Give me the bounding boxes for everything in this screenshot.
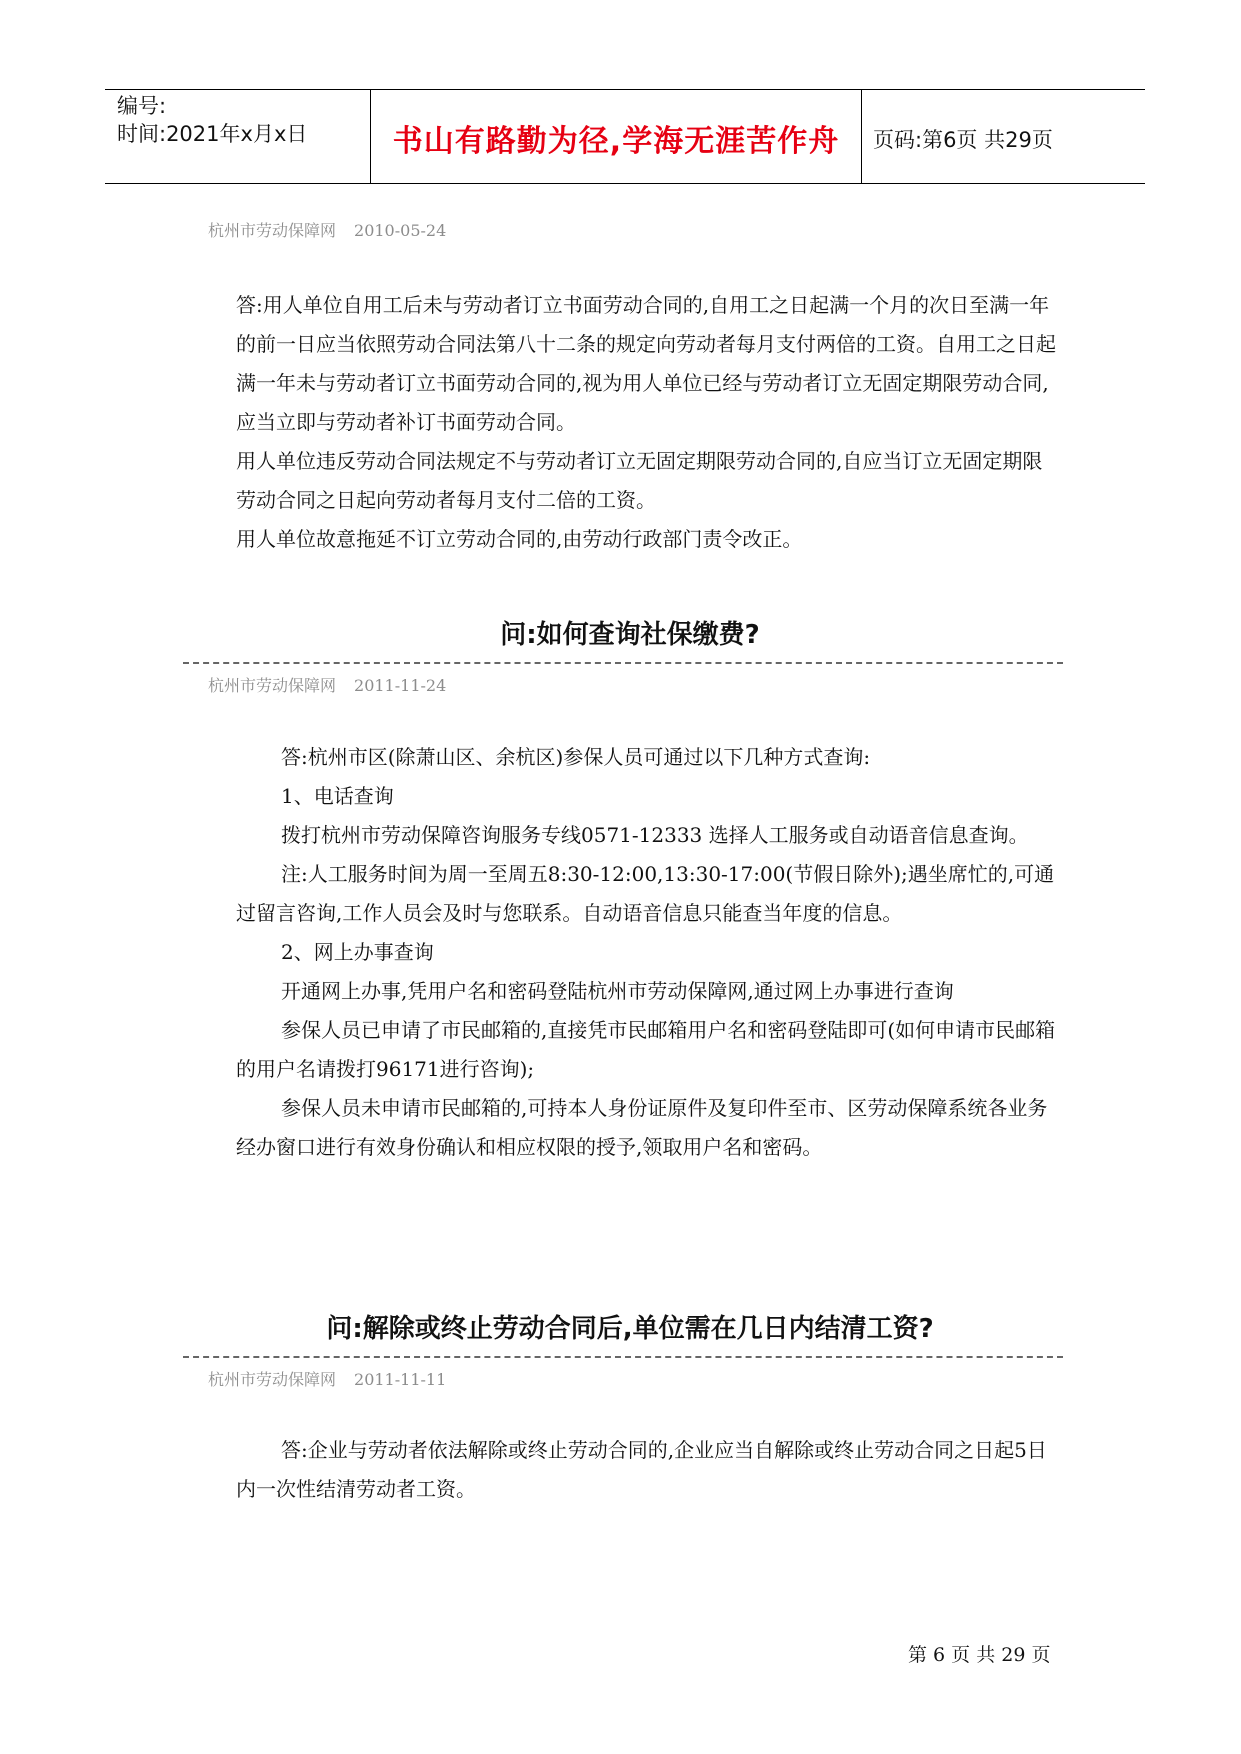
article-source: 杭州市劳动保障网 [208, 1370, 337, 1389]
article-source-line [208, 218, 446, 241]
answer-paragraph: 答:杭州市区(除萧山区、余杭区)参保人员可通过以下几种方式查询: [281, 745, 871, 769]
answer-paragraph: 1、电话查询 [281, 784, 394, 808]
answer-paragraph: 答:企业与劳动者依法解除或终止劳动合同的,企业应当自解除或终止劳动合同之日起5日内一次性结清劳动者工资。 [236, 1438, 1047, 1501]
answer-paragraph: 开通网上办事,凭用户名和密码登陆杭州市劳动保障网,通过网上办事进行查询 [281, 979, 954, 1003]
answer-paragraph: 2、网上办事查询 [281, 940, 434, 964]
header-meta [117, 92, 307, 148]
article-source-line [208, 1367, 446, 1390]
article-source: 杭州市劳动保障网 [208, 221, 337, 240]
article-date: 2011-11-24 [354, 676, 447, 695]
answer-block [236, 738, 1060, 1167]
header-top-rule [105, 89, 1145, 90]
answer-block [236, 1431, 1060, 1509]
header-page-number: 页码:第6页 共29页 [873, 128, 1053, 152]
question-title: 问:解除或终止劳动合同后,单位需在几日内结清工资? [326, 1314, 934, 1344]
answer-paragraph: 用人单位违反劳动合同法规定不与劳动者订立无固定期限劳动合同的,自应当订立无固定期限劳动合同之日起向劳动者每月支付二倍的工资。 [236, 449, 1043, 512]
footer-page-number: 第 6 页 共 29 页 [908, 1644, 1051, 1666]
answer-paragraph: 注:人工服务时间为周一至周五8:30-12:00,13:30-17:00(节假日除外);遇坐席忙的,可通过留言咨询,工作人员会及时与您联系。自动语音信息只能查当年度的信息。 [236, 862, 1055, 925]
article-source-line [208, 673, 446, 696]
dashed-divider [183, 1356, 1063, 1358]
answer-paragraph: 参保人员已申请了市民邮箱的,直接凭市民邮箱用户名和密码登陆即可(如何申请市民邮箱的用户名请拨打96171进行咨询); [236, 1018, 1056, 1081]
doc-time-label: 时间:2021年x月x日 [117, 122, 308, 146]
article-source: 杭州市劳动保障网 [208, 676, 337, 695]
header-divider-left [370, 90, 371, 184]
answer-paragraph: 用人单位故意拖延不订立劳动合同的,由劳动行政部门责令改正。 [236, 527, 803, 551]
answer-paragraph: 参保人员未申请市民邮箱的,可持本人身份证原件及复印件至市、区劳动保障系统各业务经办窗口进行有效身份确认和相应权限的授予,领取用户名和密码。 [236, 1096, 1048, 1159]
article-date: 2011-11-11 [354, 1370, 447, 1389]
question-title: 问:如何查询社保缴费? [500, 620, 760, 650]
dashed-divider [183, 662, 1063, 664]
doc-number-label: 编号: [117, 94, 167, 118]
answer-paragraph: 拨打杭州市劳动保障咨询服务专线0571-12333 选择人工服务或自动语音信息查询。 [281, 823, 1029, 847]
header-bottom-rule [105, 183, 1145, 184]
header-divider-right [861, 90, 862, 184]
answer-block [236, 286, 1060, 559]
answer-paragraph: 答:用人单位自用工后未与劳动者订立书面劳动合同的,自用工之日起满一个月的次日至满一年的前一日应当依照劳动合同法第八十二条的规定向劳动者每月支付两倍的工资。自用工之日起满一年未与劳动者订立书面劳动合同的,视为用人单位已经与劳动者订立无固定期限劳动合同,应当立即与劳动者补订书面劳动合同。 [236, 293, 1056, 434]
article-date: 2010-05-24 [354, 221, 447, 240]
header-motto: 书山有路勤为径,学海无涯苦作舟 [392, 124, 840, 159]
